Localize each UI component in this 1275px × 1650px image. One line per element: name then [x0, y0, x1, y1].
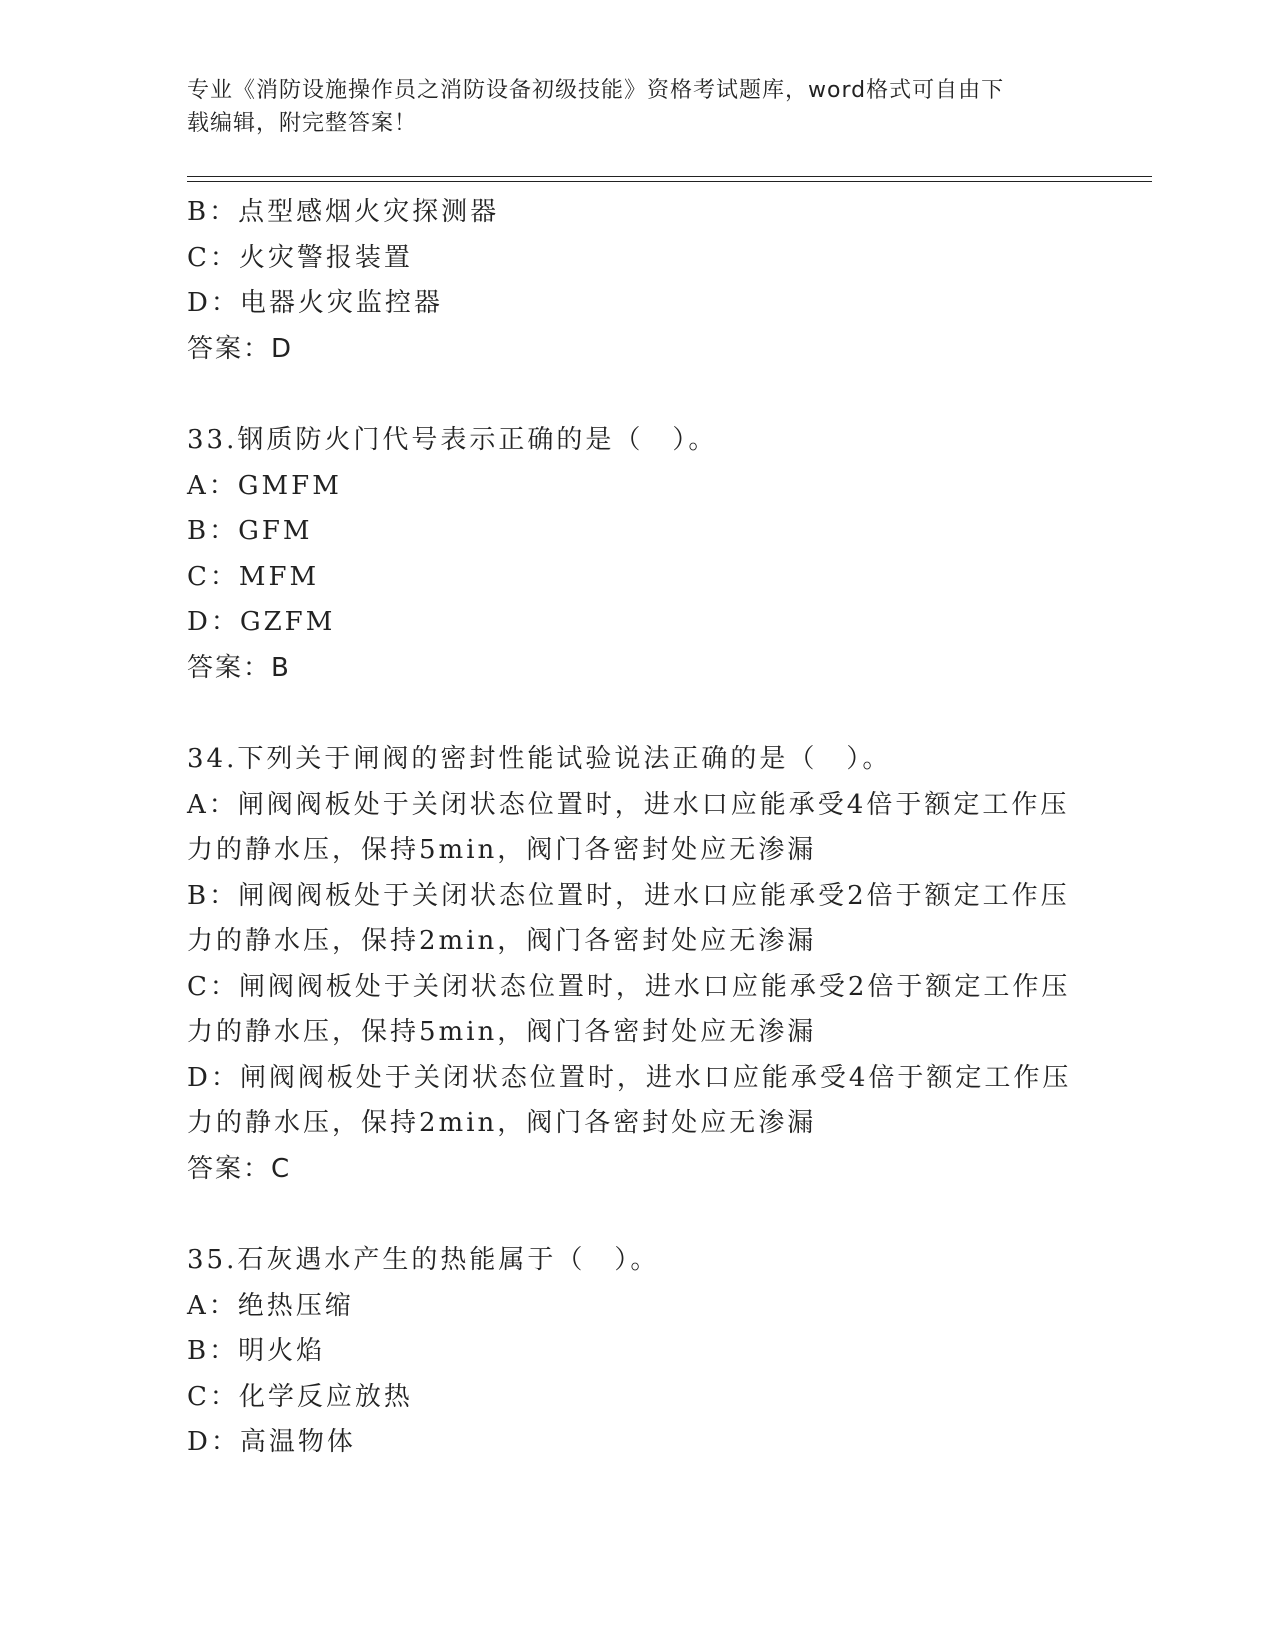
answer-line: 答案：B	[187, 652, 291, 683]
header-divider-bottom	[187, 181, 1152, 182]
spacer	[187, 372, 1087, 418]
option-d-line-2: 力的静水压，保持2min，阀门各密封处应无渗漏	[187, 1108, 817, 1138]
header-line-1: 专业《消防设施操作员之消防设备初级技能》资格考试题库，word格式可自由下	[187, 78, 1005, 103]
spacer	[187, 1192, 1087, 1238]
option-b: B：GFM	[187, 516, 313, 546]
option-b: B：明火焰	[187, 1336, 326, 1366]
question-stem: 33.钢质防火门代号表示正确的是（ ）。	[187, 425, 718, 455]
answer-line: 答案：D	[187, 333, 294, 364]
option-c: C：火灾警报装置	[187, 242, 413, 273]
answer-line: 答案：C	[187, 1153, 292, 1184]
header-line-2: 载编辑，附完整答案！	[187, 111, 418, 136]
option-d: D：高温物体	[187, 1427, 356, 1457]
option-a: A：GMFM	[187, 470, 342, 501]
option-b-line-2: 力的静水压，保持2min，阀门各密封处应无渗漏	[187, 926, 817, 956]
option-c: C：MFM	[187, 561, 320, 592]
option-c: C：化学反应放热	[187, 1381, 413, 1412]
document-header	[187, 74, 1087, 140]
option-c-line-1: C：闸阀阀板处于关闭状态位置时，进水口应能承受2倍于额定工作压	[187, 971, 1071, 1002]
header-divider-top	[187, 176, 1152, 177]
option-d-line-1: D：闸阀阀板处于关闭状态位置时，进水口应能承受4倍于额定工作压	[187, 1062, 1072, 1093]
option-c-line-2: 力的静水压，保持5min，阀门各密封处应无渗漏	[187, 1017, 817, 1047]
question-35	[187, 1238, 1087, 1466]
question-stem: 34.下列关于闸阀的密封性能试验说法正确的是（ ）。	[187, 744, 892, 774]
question-33	[187, 418, 1087, 691]
spacer	[187, 691, 1087, 737]
option-b-line-1: B：闸阀阀板处于关闭状态位置时，进水口应能承受2倍于额定工作压	[187, 880, 1070, 911]
question-34	[187, 737, 1087, 1192]
option-a-line-1: A：闸阀阀板处于关闭状态位置时，进水口应能承受4倍于额定工作压	[187, 789, 1070, 820]
option-d: D：电器火灾监控器	[187, 288, 443, 318]
option-a-line-2: 力的静水压，保持5min，阀门各密封处应无渗漏	[187, 835, 817, 865]
question-list	[187, 190, 1087, 1466]
option-d: D：GZFM	[187, 607, 336, 637]
option-b: B：点型感烟火灾探测器	[187, 197, 500, 227]
question-32-continued	[187, 190, 1087, 372]
question-stem: 35.石灰遇水产生的热能属于（ ）。	[187, 1245, 660, 1275]
option-a: A：绝热压缩	[187, 1290, 354, 1321]
